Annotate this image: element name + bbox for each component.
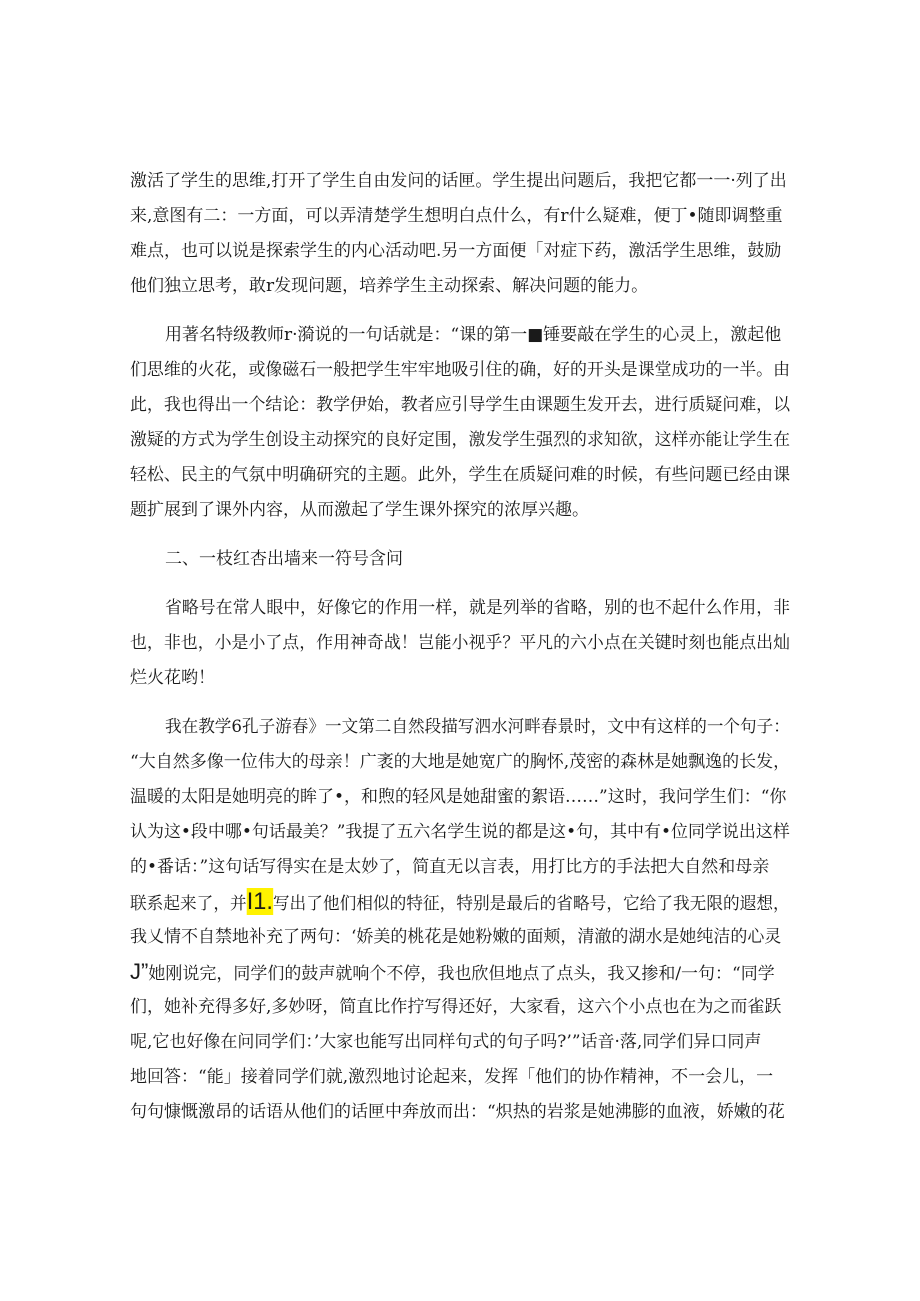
line-segment: 她刚说完，同学们的鼓声就响个不停，我也欣但地点了点头，我又掺和/一句：“同学 <box>148 964 775 984</box>
line-segment: J” <box>130 959 149 984</box>
paragraph-line: 来,意图有二：一方面，可以弄清楚学生想明白点什么，有r什么疑难，便丁•随即调整重 <box>130 206 783 226</box>
paragraph-line <box>130 889 790 915</box>
paragraph-line: 难点，也可以说是探索学生的内心活动吧.另一方面便「对症下药，激活学生思维，鼓励 <box>130 241 782 261</box>
paragraph-line: “大自然多像一位伟大的母亲！广袤的大地是她宽广的胸怀,茂密的森林是她飘逸的长发， <box>130 752 791 772</box>
paragraph-line: 地回答：“能」接着同学们就,激烈地讨论起来，发挥「他们的协作精神，不一会儿，一 <box>130 1067 774 1087</box>
paragraph-line: 认为这•段中哪•句话最美？”我提了五六名学生说的都是这•句，其中有•位同学说出这样 <box>130 822 790 842</box>
paragraph-line: 激疑的方式为学生创设主动探究的良好定围，激发学生强烈的求知欲，这样亦能让学生在 <box>130 430 791 450</box>
line-segment: 写出了他们相似的特征，特别是最后的省略号，它给了我无限的遐想， <box>272 894 790 914</box>
paragraph-line: 他们独立思考，敢r发现问题，培养学生主动探索、解决问题的能力。 <box>130 276 649 296</box>
paragraph-line: 用著名特级教师r·漪说的一句话就是：“课的第一■锤要敲在学生的心灵上，激起他 <box>165 325 782 345</box>
highlighted-mark: I1. <box>246 888 273 915</box>
paragraph-line: 激活了学生的思维,打开了学生自由发问的话匣。学生提出问题后，我把它都一一·列了出 <box>130 171 787 191</box>
paragraph-line: 省略号在常人眼中，好像它的作用一样，就是列举的省略，别的也不起什么作用，非 <box>165 598 790 618</box>
paragraph-line: 的•番话：”这句话写得实在是太妙了，简直无以言表，用打比方的手法把大自然和母亲 <box>130 857 770 877</box>
paragraph-line: 也，非也，小是小了点，作用神奇战！岂能小视乎？平凡的六小点在关键时刻也能点出灿 <box>130 633 791 653</box>
section-heading: 二、一枝红杏出墙来一符号含问 <box>165 549 403 569</box>
paragraph-line: 烂火花哟！ <box>130 668 215 688</box>
paragraph-line: 句句慷慨激昂的话语从他们的话匣中奔放而出：“炽热的岩浆是她沸膨的血液，娇嫩的花 <box>130 1102 785 1122</box>
paragraph-line: 我乂情不自禁地补充了两句：‘娇美的桃花是她粉嫩的面颊，清澈的湖水是她纯洁的心灵 <box>130 927 782 947</box>
paragraph-line: 温暖的太阳是她明亮的眸了•，和煦的轻风是她甜蜜的絮语……”这时，我问学生们：“你 <box>130 787 787 807</box>
paragraph-line: 呢,它也好像在问同学们：’大家也能写出同样句式的句子吗?’”话音·落,同学们异口同声 <box>130 1032 762 1052</box>
paragraph-line: 此，我也得出一个结论：教学伊始，教者应引导学生由课题生发开去，进行质疑问难，以 <box>130 395 791 415</box>
paragraph-line: 们，她补充得多好,多妙呀，简直比作拧写得还好，大家看，这六个小点也在为之而雀跃 <box>130 997 782 1017</box>
paragraph-line: 我在教学6孔子游春》一文第二自然段描写泗水河畔春景时，文中有这样的一个句子： <box>165 717 790 737</box>
paragraph-line <box>130 959 775 985</box>
paragraph-line: 们思维的火花，或像磁石一般把学生牢牢地吸引住的确，好的开头是课堂成功的一半。由 <box>130 360 791 380</box>
paragraph-line: 轻松、民主的气氛中明确研究的主题。此外，学生在质疑问难的时候，有些问题已经由课 <box>130 465 791 485</box>
line-segment: 联系起来了，并 <box>130 894 247 914</box>
paragraph-line: 题扩展到了课外内容，从而激起了学生课外探究的浓厚兴趣。 <box>130 500 589 520</box>
